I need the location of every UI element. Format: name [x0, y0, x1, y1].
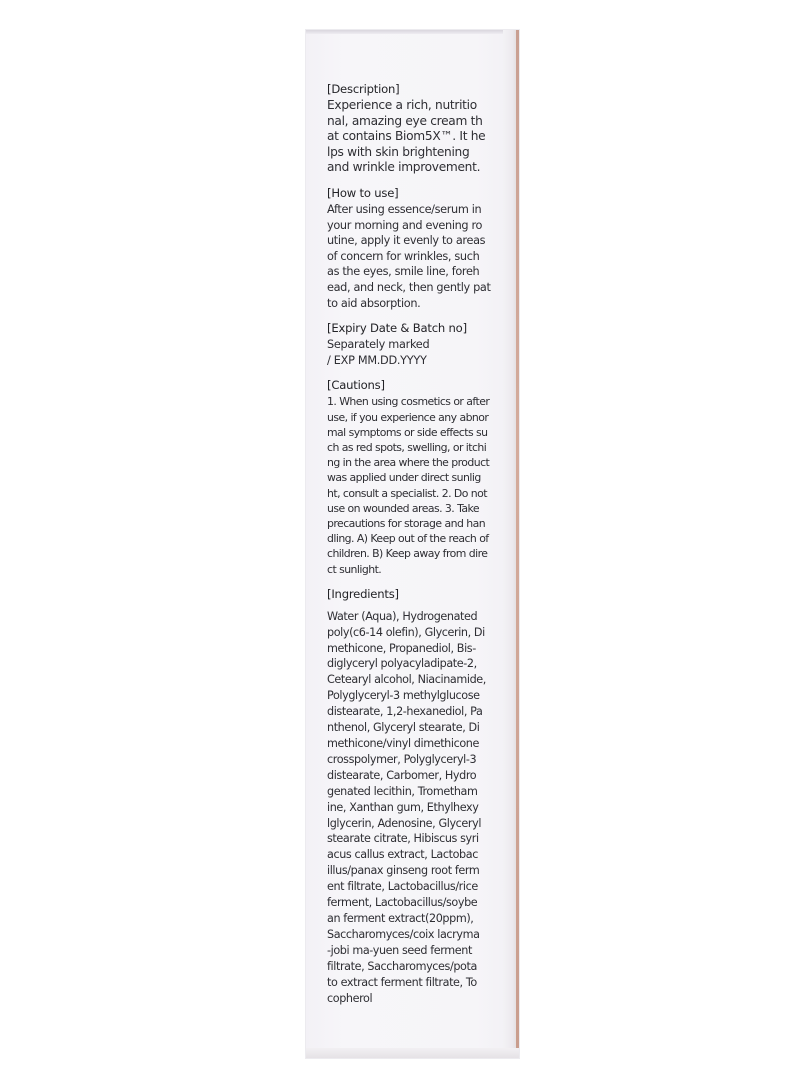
how-to-use-section	[327, 185, 497, 311]
text-line: ine, Xanthan gum, Ethylhexy	[327, 800, 479, 814]
text-line: diglyceryl polyacyladipate-2,	[327, 657, 477, 671]
cautions-text	[327, 394, 497, 576]
text-line: to extract ferment filtrate, To	[327, 975, 477, 989]
ingredients-section	[327, 586, 497, 1007]
text-line: lps with skin brightening	[327, 144, 470, 159]
text-line: your morning and evening ro	[327, 218, 483, 232]
text-line: ht, consult a specialist. 2. Do not	[327, 486, 487, 500]
expiry-heading: [Expiry Date & Batch no]	[327, 321, 467, 336]
text-line: copherol	[327, 991, 373, 1005]
text-line: precautions for storage and han	[327, 516, 486, 530]
text-line: stearate citrate, Hibiscus syri	[327, 832, 479, 846]
text-line: filtrate, Saccharomyces/pota	[327, 959, 477, 973]
text-line: -jobi ma-yuen seed ferment	[327, 943, 472, 957]
text-line: Cetearyl alcohol, Niacinamide,	[327, 673, 486, 687]
text-line: 1. When using cosmetics or after	[327, 395, 490, 409]
text-line: methicone/vinyl dimethicone	[327, 737, 479, 750]
how-to-use-heading: [How to use]	[327, 185, 399, 200]
text-line: distearate, Carbomer, Hydro	[327, 768, 477, 782]
text-line: an ferment extract(20ppm),	[327, 911, 474, 925]
cautions-heading: [Cautions]	[327, 378, 385, 393]
text-line: ng in the area where the product	[327, 456, 490, 470]
label-text-block	[327, 81, 497, 1015]
text-line: poly(c6-14 olefin), Glycerin, Di	[327, 625, 485, 639]
how-to-use-text	[327, 202, 497, 311]
box-top-edge	[306, 30, 519, 34]
box-bottom-edge	[306, 1048, 519, 1058]
text-line: use on wounded areas. 3. Take	[327, 501, 480, 515]
text-line: Polyglyceryl-3 methylglucose	[327, 689, 480, 703]
text-line: nthenol, Glyceryl stearate, Di	[327, 721, 480, 735]
text-line: Experience a rich, nutritio	[327, 98, 477, 112]
text-line: to aid absorption.	[327, 296, 421, 310]
box-edge-accent-stripe	[516, 30, 519, 1058]
text-line: Separately marked	[327, 338, 430, 352]
ingredients-text	[327, 609, 497, 1007]
ingredients-heading: [Ingredients]	[327, 586, 399, 601]
text-line: ferment, Lactobacillus/soybe	[327, 896, 478, 910]
text-line: utine, apply it evenly to areas	[327, 234, 486, 248]
text-line: Saccharomyces/coix lacryma	[327, 927, 480, 941]
text-line: acus callus extract, Lactobac	[327, 848, 478, 862]
text-line: ct sunlight.	[327, 562, 382, 576]
cautions-section	[327, 377, 497, 576]
text-line: ead, and neck, then gently pat	[327, 280, 491, 294]
text-line: at contains Biom5X™. It he	[327, 129, 486, 144]
text-line: illus/panax ginseng root ferm	[327, 864, 480, 878]
text-line: lglycerin, Adenosine, Glyceryl	[327, 816, 482, 830]
text-line: distearate, 1,2-hexanediol, Pa	[327, 705, 483, 719]
text-line: crosspolymer, Polyglyceryl-3	[327, 752, 477, 766]
description-heading: [Description]	[327, 82, 400, 96]
text-line: methicone, Propanediol, Bis-	[327, 641, 476, 655]
text-line: nal, amazing eye cream th	[327, 113, 483, 128]
expiry-section	[327, 320, 497, 368]
text-line: children. B) Keep away from dire	[327, 547, 488, 561]
text-line: / EXP MM.DD.YYYY	[327, 353, 427, 367]
text-line: use, if you experience any abnor	[327, 410, 489, 424]
text-line: genated lecithin, Trometham	[327, 784, 478, 798]
description-text	[327, 98, 497, 176]
text-line: ent filtrate, Lactobacillus/rice	[327, 880, 478, 894]
text-line: of concern for wrinkles, such	[327, 249, 480, 263]
text-line: mal symptoms or side effects su	[327, 425, 488, 439]
text-line: as the eyes, smile line, foreh	[327, 265, 480, 279]
text-line: After using essence/serum in	[327, 202, 482, 216]
text-line: dling. A) Keep out of the reach of	[327, 532, 489, 546]
text-line: was applied under direct sunlig	[327, 471, 481, 485]
text-line: ch as red spots, swelling, or itchi	[327, 440, 487, 454]
description-section	[327, 81, 497, 176]
expiry-text	[327, 337, 497, 368]
text-line: Water (Aqua), Hydrogenated	[327, 609, 478, 623]
text-line: and wrinkle improvement.	[327, 160, 481, 175]
